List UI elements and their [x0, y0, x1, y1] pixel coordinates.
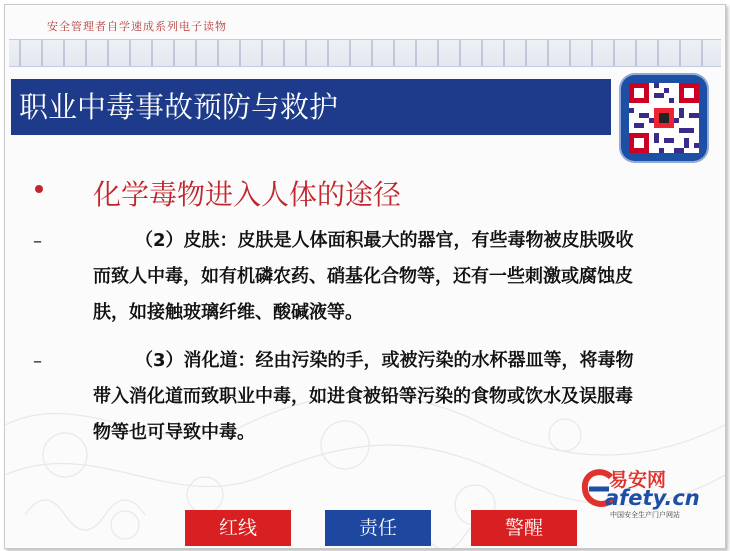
slide-title: 职业中毒事故预防与救护 — [19, 90, 339, 124]
bullet-dot-icon — [35, 185, 43, 193]
logo-domain: afety.cn — [605, 486, 700, 510]
section-heading: 化学毒物进入人体的途径 — [93, 178, 402, 211]
slide — [4, 4, 726, 549]
qr-code-icon — [629, 83, 699, 153]
logo-chinese-name: 易安网 — [609, 469, 667, 491]
logo-subtitle: 中国安全生产门户网站 — [610, 511, 680, 519]
text-line: （3）消化道：经由污染的手，或被污染的水杯器皿等，将毒物 — [135, 350, 634, 371]
qr-code-frame — [621, 75, 707, 161]
text-line: 肤，如接触玻璃纤维、酸碱液等。 — [93, 302, 363, 323]
text-line: 物等也可导致中毒。 — [93, 422, 255, 443]
item-paragraph-skin — [93, 223, 703, 331]
tag-responsibility: 责任 — [325, 510, 431, 546]
item-dash: – — [33, 351, 42, 372]
item-dash: – — [33, 231, 42, 252]
tag-red-line: 红线 — [185, 510, 291, 546]
item-paragraph-digestive — [93, 343, 703, 451]
text-line: 而致人中毒，如有机磷农药、硝基化合物等，还有一些刺激或腐蚀皮 — [93, 266, 633, 287]
decorative-pattern-band — [9, 39, 721, 67]
text-line: （2）皮肤：皮肤是人体面积最大的器官，有些毒物被皮肤吸收 — [135, 230, 634, 251]
series-title: 安全管理者自学速成系列电子读物 — [47, 20, 227, 33]
tag-alert: 警醒 — [471, 510, 577, 546]
text-line: 带入消化道而致职业中毒，如进食被铅等污染的食物或饮水及误服毒 — [93, 386, 633, 407]
